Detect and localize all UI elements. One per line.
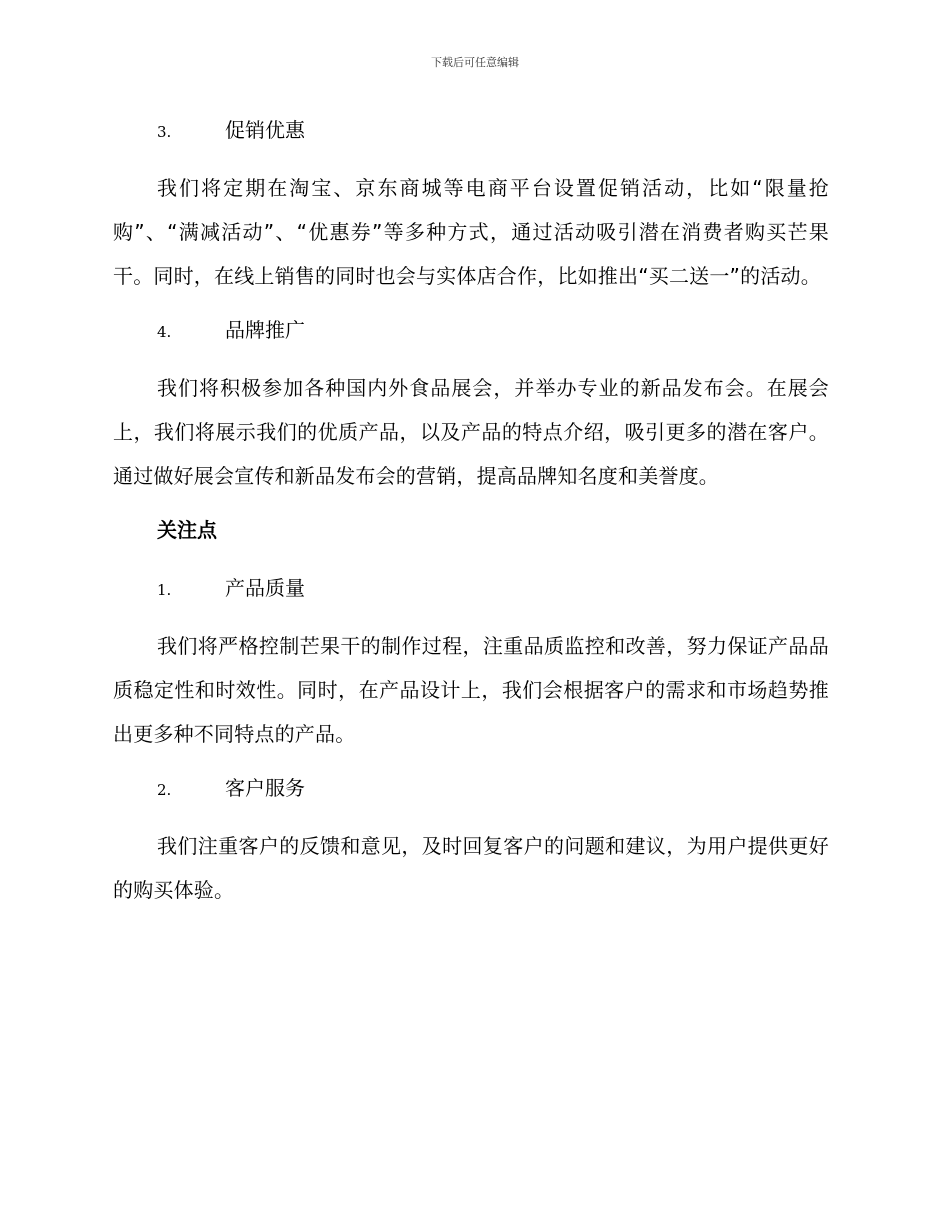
item-number: 1. <box>157 581 172 599</box>
paragraph-promotion: 我们将定期在淘宝、京东商城等电商平台设置促销活动，比如“限量抢购”、“满减活动”、“优惠券”等多种方式，通过活动吸引潜在消费者购买芒果干。同时，在线上销售的同时也会与实体店合作，比如推出“买二送一”的活动。 <box>113 176 829 288</box>
item-heading-quality <box>113 568 829 608</box>
paragraph-brand: 我们将积极参加各种国内外食品展会，并举办专业的新品发布会。在展会上，我们将展示我们的优质产品，以及产品的特点介绍，吸引更多的潜在客户。通过做好展会宣传和新品发布会的营销，提高品牌知名度和美誉度。 <box>113 376 829 488</box>
paragraph-service: 我们注重客户的反馈和意见，及时回复客户的问题和建议，为用户提供更好的购买体验。 <box>113 834 829 902</box>
item-heading-service <box>113 768 829 808</box>
item-number: 4. <box>157 323 172 341</box>
item-number: 2. <box>157 781 172 799</box>
item-number: 3. <box>157 123 172 141</box>
document-body <box>113 110 829 924</box>
page-header: 下载后可任意编辑 <box>431 56 519 69</box>
item-title: 客户服务 <box>225 776 305 800</box>
item-title: 促销优惠 <box>225 118 305 142</box>
item-title: 产品质量 <box>225 576 305 600</box>
item-heading-promotion <box>113 110 829 150</box>
section-heading-focus: 关注点 <box>157 518 217 542</box>
paragraph-quality: 我们将严格控制芒果干的制作过程，注重品质监控和改善，努力保证产品品质稳定性和时效性。同时，在产品设计上，我们会根据客户的需求和市场趋势推出更多种不同特点的产品。 <box>113 634 829 746</box>
item-heading-brand <box>113 310 829 350</box>
item-title: 品牌推广 <box>225 318 305 342</box>
